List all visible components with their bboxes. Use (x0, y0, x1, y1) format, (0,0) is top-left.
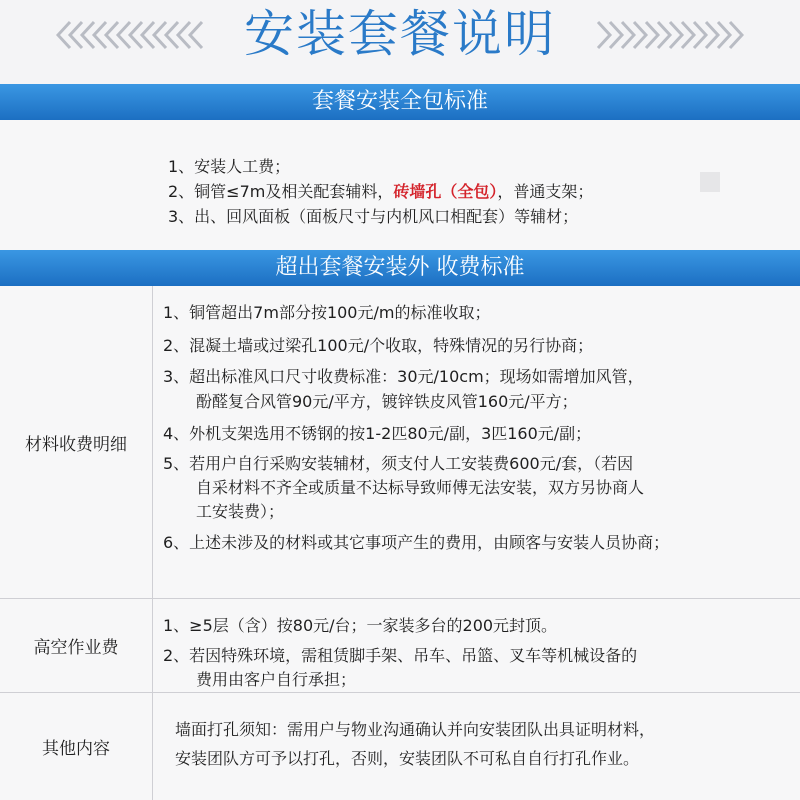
fee-table (0, 286, 800, 800)
list-item-text: ，普通支架； (497, 182, 594, 201)
section1-title-bar: 套餐安装全包标准 (0, 84, 800, 120)
fee-line: 酚醛复合风管90元/平方，镀锌铁皮风管160元/平方； (196, 392, 578, 411)
list-item-text: 2、铜管≤7m及相关配套辅料， (168, 182, 394, 201)
fee-line: 2、若因特殊环境，需租赁脚手架、吊车、吊篮、叉车等机械设备的 (163, 646, 638, 665)
table-row (0, 599, 800, 693)
highlight-text: 砖墙孔（全包） (393, 182, 498, 201)
row-content (153, 599, 800, 692)
row-label: 其他内容 (0, 693, 153, 800)
section1-content (0, 120, 800, 250)
fee-line: 2、混凝土墙或过梁孔100元/个收取，特殊情况的另行协商； (163, 336, 594, 355)
list-item (168, 179, 593, 204)
decorative-square (700, 172, 720, 192)
row-label: 材料收费明细 (0, 286, 153, 598)
fee-line: 自采材料不齐全或质量不达标导致师傅无法安装，双方另协商人 (196, 478, 645, 497)
fee-line: 3、超出标准风口尺寸收费标准：30元/10cm；现场如需增加风管， (163, 367, 644, 386)
row-label: 高空作业费 (0, 599, 153, 692)
fee-line: 工安装费）； (196, 502, 285, 521)
notice-line: 墙面打孔须知：需用户与物业沟通确认并向安装团队出具证明材料， (175, 720, 656, 739)
fee-line: 1、铜管超出7m部分按100元/m的标准收取； (163, 303, 491, 322)
fee-line: 1、≥5层（含）按80元/台；一家装多台的200元封顶。 (163, 616, 558, 635)
double-chevron-right-icon (594, 20, 744, 50)
fee-line: 6、上述未涉及的材料或其它事项产生的费用，由顾客与安装人员协商； (163, 533, 670, 552)
table-row (0, 286, 800, 599)
row-content (153, 286, 800, 598)
fee-line: 5、若用户自行采购安装辅材，须支付人工安装费600元/套，（若因 (163, 454, 634, 473)
fee-line: 费用由客户自行承担； (196, 670, 357, 689)
row-content (153, 693, 800, 800)
section1-list (168, 154, 593, 229)
section2-title-bar: 超出套餐安装外 收费标准 (0, 250, 800, 286)
list-item: 1、安装人工费； (168, 157, 291, 176)
table-row (0, 693, 800, 800)
header (0, 0, 800, 82)
fee-line: 4、外机支架选用不锈钢的按1-2匹80元/副，3匹160元/副； (163, 424, 592, 443)
notice-line: 安装团队方可予以打孔，否则，安装团队不可私自自行打孔作业。 (175, 749, 640, 768)
page-title: 安装套餐说明 (244, 5, 556, 63)
list-item: 3、出、回风面板（面板尺寸与内机风口相配套）等辅材； (168, 207, 579, 226)
right-chevron-decoration (594, 20, 744, 50)
